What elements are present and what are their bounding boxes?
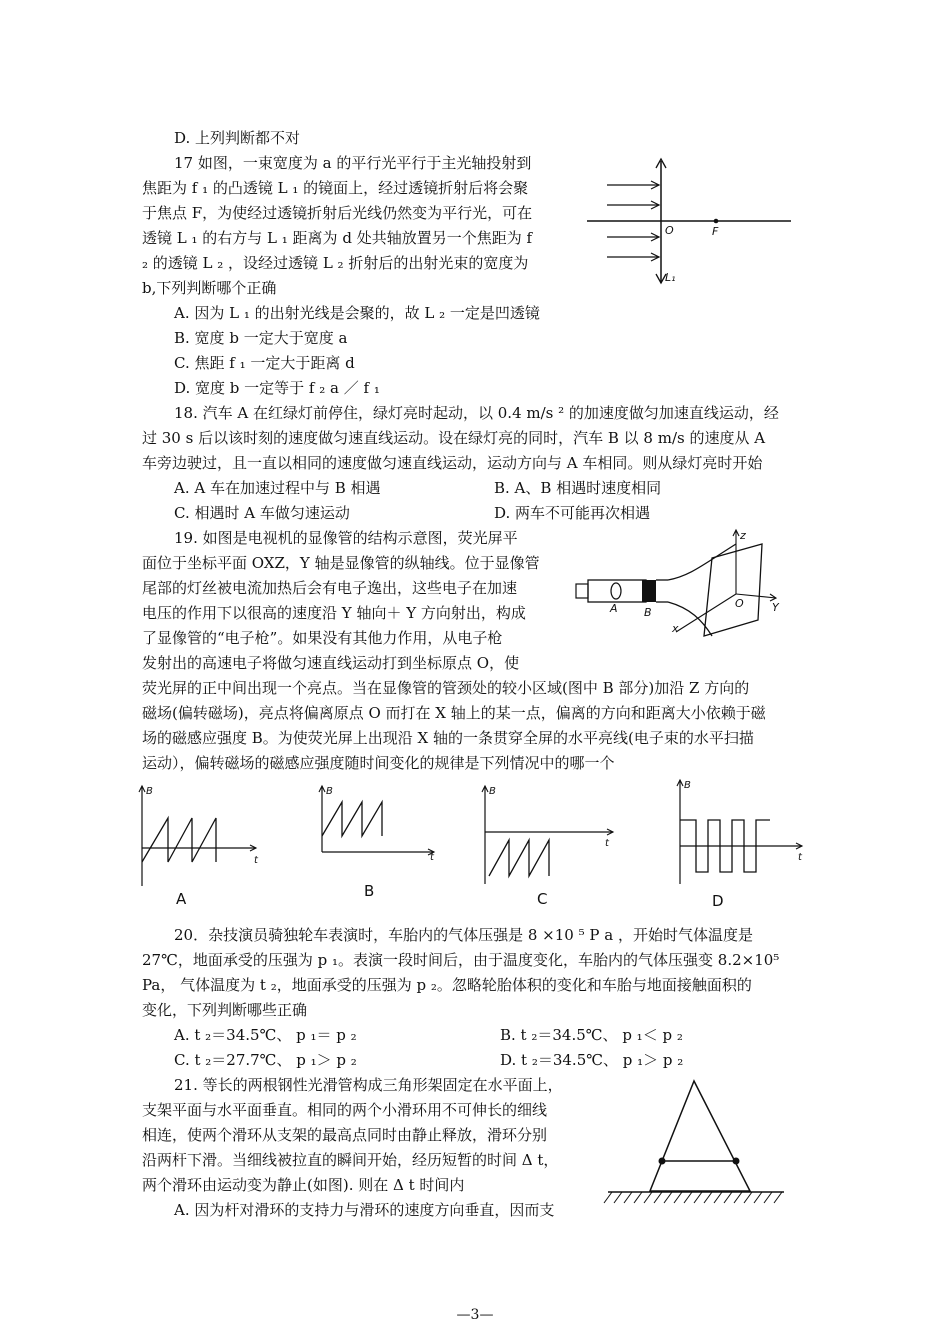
graph-caption: C bbox=[537, 890, 548, 908]
graph-axis-b: B bbox=[146, 786, 153, 797]
text-line: 场的磁感应强度 B。为使荧光屏上出现沿 X 轴的一条贯穿全屏的水平亮线(电子束的水平扫描 bbox=[142, 729, 754, 747]
lens-diagram bbox=[585, 155, 795, 290]
graph-caption: A bbox=[176, 890, 187, 908]
text-line: A. 因为 L ₁ 的出射光线是会聚的，故 L ₂ 一定是凹透镜 bbox=[174, 304, 540, 322]
text-line: 支架平面与水平面垂直。相同的两个小滑环用不可伸长的细线 bbox=[142, 1101, 548, 1119]
text-line: 18. 汽车 A 在红绿灯前停住，绿灯亮时起动，以 0.4 m/s ² 的加速度做匀加速直线运动，经 bbox=[174, 404, 779, 422]
page-number: —3— bbox=[456, 1307, 494, 1323]
text-line: 焦距为 f ₁ 的凸透镜 L ₁ 的镜面上，经过透镜折射后将会聚 bbox=[142, 179, 529, 197]
text-line: D. 宽度 b 一定等于 f ₂ a ／ f ₁ bbox=[174, 379, 380, 397]
text-line: 了显像管的“电子枪”。如果没有其他力作用，从电子枪 bbox=[142, 629, 503, 647]
text-line: 过 30 s 后以该时刻的速度做匀速直线运动。设在绿灯亮的同时，汽车 B 以 8 m/s 的速度从 A bbox=[142, 429, 766, 447]
graph-option-d bbox=[670, 774, 810, 910]
graph-option-c bbox=[475, 780, 620, 910]
graph-axis-t: t bbox=[798, 852, 802, 863]
text-line: ₂ 的透镜 L ₂ ，设经过透镜 L ₂ 折射后的出射光束的宽度为 bbox=[142, 254, 529, 272]
lens-label: L₁ bbox=[665, 271, 676, 284]
x-axis-label: x bbox=[672, 622, 679, 635]
text-line: C. 焦距 f ₁ 一定大于距离 d bbox=[174, 354, 355, 372]
deflection-region-label: B bbox=[644, 606, 652, 619]
text-line: 面位于坐标平面 OXZ，Y 轴是显像管的纵轴线。位于显像管 bbox=[142, 554, 540, 572]
graph-axis-t: t bbox=[430, 852, 434, 863]
text-line: b,下列判断哪个正确 bbox=[142, 279, 277, 297]
text-line: 透镜 L ₁ 的右方与 L ₁ 距离为 d 处共轴放置另一个焦距为 f bbox=[142, 229, 533, 247]
text-line: 尾部的灯丝被电流加热后会有电子逸出，这些电子在加速 bbox=[142, 579, 518, 597]
text-line: 21. 等长的两根钢性光滑管构成三角形架固定在水平面上， bbox=[174, 1076, 563, 1094]
z-axis-label: z bbox=[740, 529, 746, 542]
graph-axis-t: t bbox=[254, 855, 258, 866]
text-line: B. A、B 相遇时速度相同 bbox=[494, 479, 662, 497]
text-line: 运动），偏转磁场的磁感应强度随时间变化的规律是下列情况中的哪一个 bbox=[142, 754, 615, 772]
y-axis-label: Y bbox=[772, 601, 779, 614]
text-line: B. t ₂＝34.5℃、 p ₁＜ p ₂ bbox=[500, 1026, 683, 1044]
text-line: 相连，使两个滑环从支架的最高点同时由静止释放，滑环分别 bbox=[142, 1126, 548, 1144]
text-line: A. 因为杆对滑环的支持力与滑环的速度方向垂直，因而支 bbox=[174, 1201, 555, 1219]
text-line: 27℃，地面承受的压强为 p ₁。表演一段时间后，由于温度变化，车胎内的气体压强变 8.2×10⁵ bbox=[142, 951, 780, 969]
text-line: 于焦点 F，为使经过透镜折射后光线仍然变为平行光，可在 bbox=[142, 204, 533, 222]
text-line: 20．杂技演员骑独轮车表演时，车胎内的气体压强是 8 ×10 ⁵ P a ，开始时气体温度是 bbox=[174, 926, 753, 944]
text-line: 发射出的高速电子将做匀速直线运动打到坐标原点 O，使 bbox=[142, 654, 520, 672]
text-line: 电压的作用下以很高的速度沿 Y 轴向＋ Y 方向射出，构成 bbox=[142, 604, 526, 622]
graph-axis-b: B bbox=[684, 780, 691, 791]
graph-axis-b: B bbox=[326, 786, 333, 797]
text-line: 车旁边驶过，且一直以相同的速度做匀速直线运动，运动方向与 A 车相同。则从绿灯亮时开始 bbox=[142, 454, 763, 472]
text-line: C. t ₂＝27.7℃、 p ₁＞ p ₂ bbox=[174, 1051, 357, 1069]
text-line: 两个滑环由运动变为静止(如图). 则在 Δ t 时间内 bbox=[142, 1176, 465, 1194]
text-line: 19. 如图是电视机的显像管的结构示意图，荧光屏平 bbox=[174, 529, 518, 547]
text-line: 沿两杆下滑。当细线被拉直的瞬间开始，经历短暂的时间 Δ t， bbox=[142, 1151, 559, 1169]
filament-label: A bbox=[610, 602, 618, 615]
graph-axis-t: t bbox=[605, 838, 609, 849]
text-line: B. 宽度 b 一定大于宽度 a bbox=[174, 329, 348, 347]
text-line: C. 相遇时 A 车做匀速运动 bbox=[174, 504, 350, 522]
graph-option-b bbox=[310, 780, 450, 910]
text-line: D. t ₂＝34.5℃、 p ₁＞ p ₂ bbox=[500, 1051, 684, 1069]
text-line: 变化，下列判断哪些正确 bbox=[142, 1001, 308, 1019]
triangle-frame-diagram bbox=[600, 1075, 790, 1210]
text-line: 17 如图，一束宽度为 a 的平行光平行于主光轴投射到 bbox=[174, 154, 532, 172]
graph-axis-b: B bbox=[489, 786, 496, 797]
text-line: 荧光屏的正中间出现一个亮点。当在显像管的管颈处的较小区域(图中 B 部分)加沿 Z 方向的 bbox=[142, 679, 750, 697]
text-line: A. A 车在加速过程中与 B 相遇 bbox=[174, 479, 381, 497]
crt-diagram bbox=[572, 528, 787, 648]
graph-caption: B bbox=[364, 882, 375, 900]
text-line: A. t ₂＝34.5℃、 p ₁＝ p ₂ bbox=[174, 1026, 357, 1044]
origin-label: O bbox=[665, 224, 674, 237]
graph-caption: D bbox=[712, 892, 724, 910]
focus-label: F bbox=[712, 225, 719, 238]
origin-label: O bbox=[735, 597, 744, 610]
graph-option-a bbox=[128, 780, 268, 910]
text-line: D. 上列判断都不对 bbox=[174, 129, 301, 147]
text-line: Pa， 气体温度为 t ₂，地面承受的压强为 p ₂。忽略轮胎体积的变化和车胎与地面接触面积的 bbox=[142, 976, 752, 994]
text-line: D. 两车不可能再次相遇 bbox=[494, 504, 651, 522]
text-line: 磁场(偏转磁场)，亮点将偏离原点 O 而打在 X 轴上的某一点，偏离的方向和距离大小依赖于磁 bbox=[142, 704, 766, 722]
